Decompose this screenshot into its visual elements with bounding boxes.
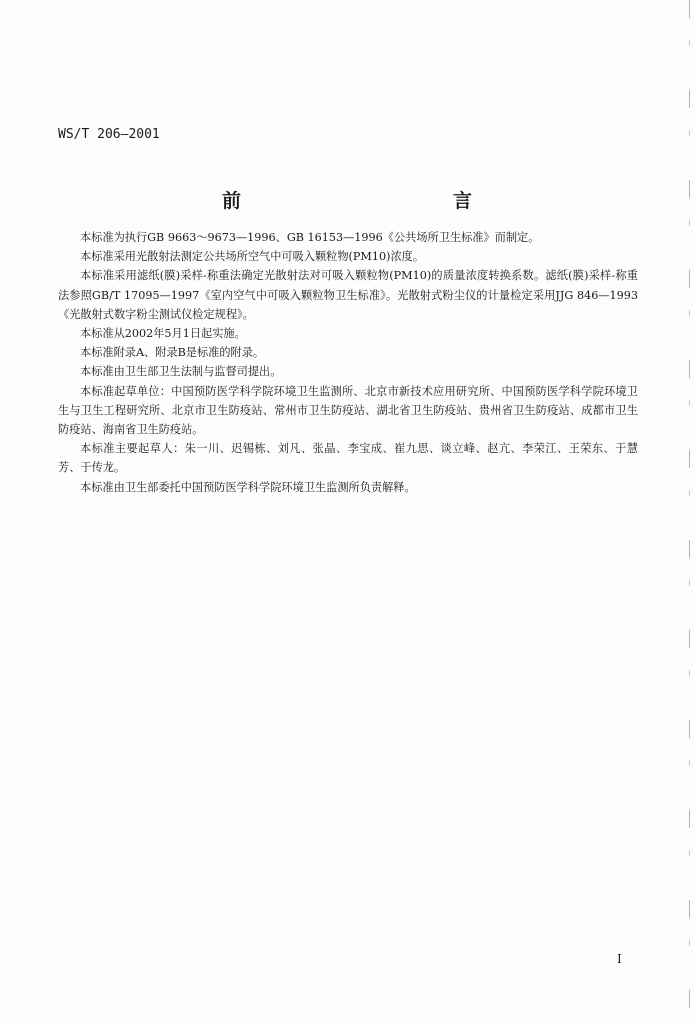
page-number: I: [617, 952, 622, 966]
foreword-body: [58, 228, 638, 497]
scan-edge-artifact: [689, 0, 690, 1024]
paragraph-drafting-units: 本标准起草单位：中国预防医学科学院环境卫生监测所、北京市新技术应用研究所、中国预防医学科学院环境卫生与卫生工程研究所、北京市卫生防疫站、常州市卫生防疫站、湖北省卫生防疫站、贵州省卫生防疫站、成都市卫生防疫站、海南省卫生防疫站。: [58, 384, 638, 437]
paragraph-calibration: 本标准采用滤纸(膜)采样-称重法确定光散射法对可吸入颗粒物(PM10)的质量浓度转换系数。滤纸(膜)采样-称重法参照GB/T 17095—1997《室内空气中可吸入颗粒物卫生标准》。光散射式粉尘仪的计量检定采用JJG 846—1993《光散射式数字粉尘测试仪检定规程》。: [58, 269, 638, 321]
page-title: 前 言: [221, 190, 530, 212]
paragraph-appendix: 本标准附录A、附录B是标准的附录。: [80, 346, 265, 360]
paragraph-drafters: 本标准主要起草人：朱一川、迟锡栋、刘凡、张晶、李宝成、崔九思、谈立峰、赵亢、李荣江、王荣东、于慧芳、于传龙。: [58, 442, 638, 475]
paragraph-effective-date: 本标准从2002年5月1日起实施。: [80, 327, 246, 341]
paragraph-method: 本标准采用光散射法测定公共场所空气中可吸入颗粒物(PM10)浓度。: [80, 250, 425, 264]
paragraph-purpose: 本标准为执行GB 9663～9673—1996、GB 16153—1996《公共场所卫生标准》而制定。: [80, 231, 540, 244]
standard-code: WS/T 206—2001: [58, 127, 160, 142]
paragraph-interpretation: 本标准由卫生部委托中国预防医学科学院环境卫生监测所负责解释。: [80, 480, 416, 494]
paragraph-proposer: 本标准由卫生部卫生法制与监督司提出。: [80, 365, 282, 379]
